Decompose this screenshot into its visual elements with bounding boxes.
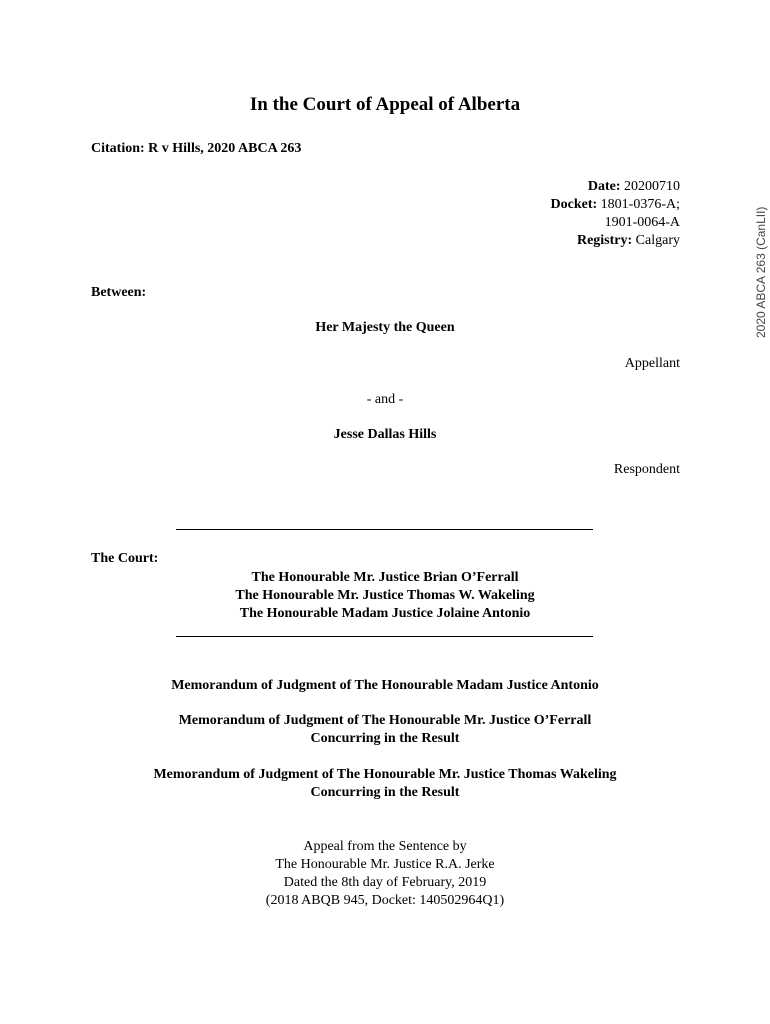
canlii-watermark: 2020 ABCA 263 (CanLII) [754, 206, 768, 338]
docket-value-1: 1801-0376-A; [597, 197, 680, 212]
docket-label: Docket: [550, 197, 598, 212]
registry-line [551, 232, 680, 250]
date-line [551, 178, 680, 196]
docket-value-2: 1901-0064-A [604, 215, 680, 230]
date-value: 20200710 [620, 179, 680, 194]
divider-top [176, 529, 593, 530]
respondent-name: Jesse Dallas Hills [333, 427, 437, 442]
justice-2: The Honourable Mr. Justice Thomas W. Wakeling [235, 588, 535, 603]
respondent-role: Respondent [613, 462, 680, 477]
memorandum-2-line-1: Memorandum of Judgment of The Honourable Mr. Justice O’Ferrall [178, 713, 592, 728]
citation: Citation: R v Hills, 2020 ABCA 263 [91, 141, 302, 156]
justice-1: The Honourable Mr. Justice Brian O’Ferrall [251, 570, 519, 585]
case-details [551, 178, 680, 250]
appeal-line-2: The Honourable Mr. Justice R.A. Jerke [275, 857, 495, 872]
appeal-line-4: (2018 ABQB 945, Docket: 140502964Q1) [265, 893, 505, 908]
document-title: In the Court of Appeal of Alberta [249, 94, 521, 115]
court-label: The Court: [91, 551, 159, 566]
registry-value: Calgary [632, 233, 680, 248]
appellant-role: Appellant [624, 356, 680, 371]
justice-3: The Honourable Madam Justice Jolaine Antonio [239, 606, 531, 621]
appeal-info [0, 838, 770, 910]
date-label: Date: [587, 179, 621, 194]
memorandum-3-line-1: Memorandum of Judgment of The Honourable Mr. Justice Thomas Wakeling [153, 767, 617, 782]
memorandum-2 [0, 712, 770, 748]
appeal-line-3: Dated the 8th day of February, 2019 [283, 875, 487, 890]
memorandum-1: Memorandum of Judgment of The Honourable Madam Justice Antonio [171, 678, 599, 693]
appellant-name: Her Majesty the Queen [315, 320, 455, 335]
and-separator: - and - [366, 392, 404, 407]
registry-label: Registry: [576, 233, 633, 248]
between-label: Between: [91, 285, 147, 300]
memorandum-3 [0, 766, 770, 802]
appeal-line-1: Appeal from the Sentence by [303, 839, 467, 854]
divider-bottom [176, 636, 593, 637]
memorandum-3-line-2: Concurring in the Result [310, 785, 460, 800]
justices-list [0, 569, 770, 623]
memorandum-2-line-2: Concurring in the Result [310, 731, 460, 746]
docket-line [551, 196, 680, 214]
